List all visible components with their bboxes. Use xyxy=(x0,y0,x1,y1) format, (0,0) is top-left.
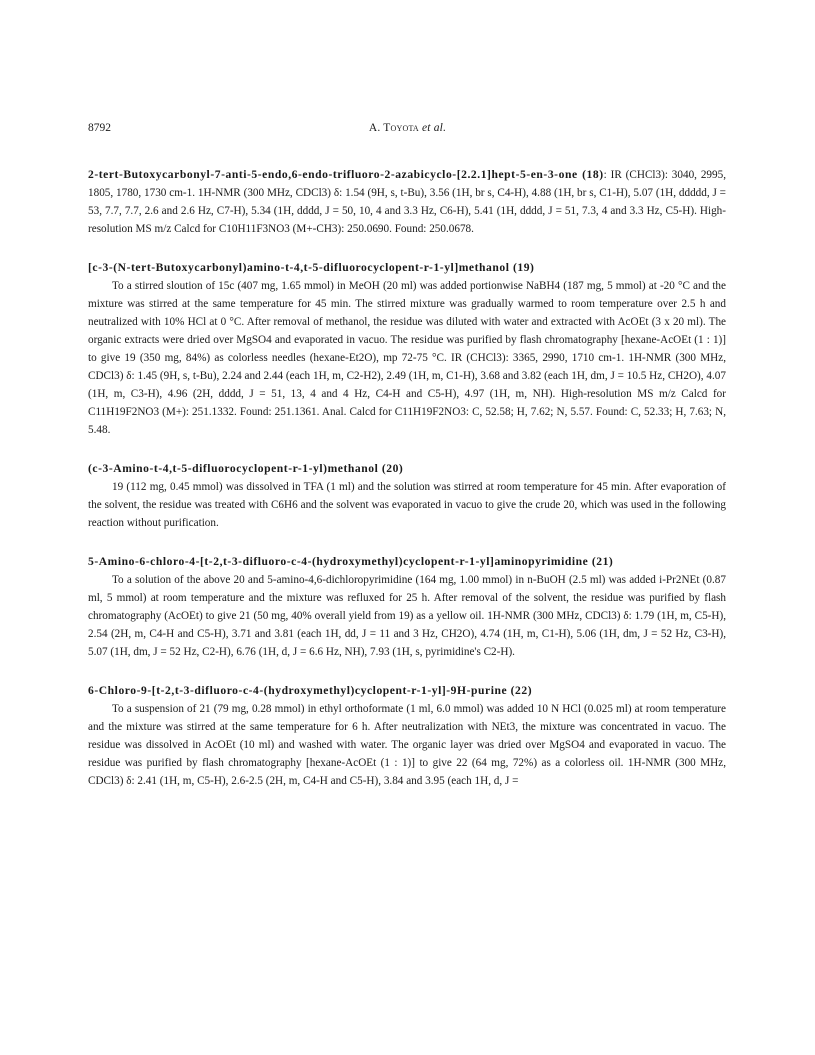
article-body xyxy=(88,166,726,811)
running-title xyxy=(0,122,815,134)
compound-title: 6-Chloro-9-[t-2,t-3-difluoro-c-4-(hydroxymethyl)cyclopent-r-1-yl]-9H-purine (22) xyxy=(88,684,533,697)
compound-entry-20 xyxy=(88,460,726,532)
compound-entry-18 xyxy=(88,166,726,238)
compound-text: IR (CHCl3): 3040, 2995, 1805, 1780, 1730 cm-1. 1H-NMR (300 MHz, CDCl3) δ: 1.54 (9H, s, t-Bu), 3.56 (1H, br s, C4-H), 4.88 (1H, br s, C1-H), 5.07 (1H, ddddd, J = 53, 7.7, 7.7, 2.6 and 2.6 Hz, C7-H), 5.34 (1H, dddd, J = 50, 10, 4 and 3.3 Hz, C6-H), 5.41 (1H, dddd, J = 51, 7.3, 4 and 3.3 Hz, C5-H). High-resolution MS m/z Calcd for C10H11F3NO3 (M+-CH3): 250.0690. Found: 250.0678. xyxy=(88,169,727,235)
compound-text: To a suspension of 21 (79 mg, 0.28 mmol) in ethyl orthoformate (1 ml, 6.0 mmol) was added 10 N HCl (0.025 ml) at room temperature and the mixture was stirred at the same temperature for 6 h. After neutralization with NEt3, the mixture was concentrated in vacuo. The residue was dissolved in AcOEt (10 ml) and washed with water. The organic layer was dried over MgSO4 and evaporated in vacuo. The residue was purified by flash chromatography [hexane-AcOEt (1 : 1)] to give 22 (64 mg, 72%) as a colorless oil. 1H-NMR (300 MHz, CDCl3) δ: 2.41 (1H, m, C5-H), 2.6-2.5 (2H, m, C4-H and C5-H), 3.84 and 3.95 (each 1H, d, J = xyxy=(88,703,726,787)
running-title-etal: et al. xyxy=(421,122,447,134)
compound-title: 2-tert-Butoxycarbonyl-7-anti-5-endo,6-endo-trifluoro-2-azabicyclo-[2.2.1]hept-5-en-3-one (18) xyxy=(88,168,604,181)
compound-entry-22 xyxy=(88,682,726,790)
compound-title: 5-Amino-6-chloro-4-[t-2,t-3-difluoro-c-4-(hydroxymethyl)cyclopent-r-1-yl]aminopyrimidine (21) xyxy=(88,555,614,568)
compound-text: 19 (112 mg, 0.45 mmol) was dissolved in TFA (1 ml) and the solution was stirred at room temperature for 45 min. After evaporation of the solvent, the residue was treated with C6H6 and the solvent was evaporated in vacuo to give the crude 20, which was used in the following reaction without purification. xyxy=(88,481,726,529)
compound-text: To a solution of the above 20 and 5-amino-4,6-dichloropyrimidine (164 mg, 1.00 mmol) in n-BuOH (2.5 ml) was added i-Pr2NEt (0.87 ml, 5 mmol) at room temperature and the mixture was refluxed for 25 h. After removal of the solvent, the residue was purified by flash chromatography (AcOEt) to give 21 (50 mg, 40% overall yield from 19) as a yellow oil. 1H-NMR (300 MHz, CDCl3) δ: 1.79 (1H, m, C5-H), 2.54 (2H, m, C4-H and C5-H), 3.71 and 3.81 (each 1H, dd, J = 11 and 3 Hz, CH2O), 4.74 (1H, m, C1-H), 5.06 (1H, dm, J = 52 Hz, C3-H), 5.07 (1H, dm, J = 52 Hz, C2-H), 6.76 (1H, d, J = 6.6 Hz, NH), 7.93 (1H, s, pyrimidine's C2-H). xyxy=(88,574,726,658)
page-number: 8792 xyxy=(88,122,111,134)
compound-entry-21 xyxy=(88,553,726,661)
running-title-author: A. Toyota xyxy=(368,122,419,134)
page-header xyxy=(0,122,815,138)
compound-entry-19 xyxy=(88,259,726,439)
compound-title: (c-3-Amino-t-4,t-5-difluorocyclopent-r-1-yl)methanol (20) xyxy=(88,462,404,475)
compound-text: To a stirred sloution of 15c (407 mg, 1.65 mmol) in MeOH (20 ml) was added portionwise NaBH4 (187 mg, 5 mmol) at -20 °C and the mixture was stirred at the same temperature for 45 min. The stirred mixture was gradually warmed to room temperature over 2.5 h and neutralized with 10% HCl at 0 °C. After removal of methanol, the residue was diluted with water and extracted with AcOEt (3 x 20 ml). The organic extracts were dried over MgSO4 and evaporated in vacuo. The residue was purified by flash chromatography [hexane-AcOEt (1 : 1)] to give 19 (350 mg, 84%) as colorless needles (hexane-Et2O), mp 72-75 °C. IR (CHCl3): 3365, 2990, 1710 cm-1. 1H-NMR (300 MHz, CDCl3) δ: 1.45 (9H, s, t-Bu), 2.24 and 2.44 (each 1H, m, C2-H2), 2.49 (1H, m, C1-H), 3.68 and 3.82 (each 1H, dm, J = 10.5 Hz, CH2O), 4.07 (1H, m, C3-H), 4.96 (2H, dddd, J = 51, 13, 4 and 4 Hz, C4-H and C5-H), 4.97 (1H, m, NH). High-resolution MS m/z Calcd for C11H19F2NO3 (M+): 251.1332. Found: 251.1361. Anal. Calcd for C11H19F2NO3: C, 52.58; H, 7.62; N, 5.57. Found: C, 52.33; H, 7.63; N, 5.48. xyxy=(88,280,726,436)
compound-title: [c-3-(N-tert-Butoxycarbonyl)amino-t-4,t-5-difluorocyclopent-r-1-yl]methanol (19) xyxy=(88,261,535,274)
compound-18-paragraph: 2-tert-Butoxycarbonyl-7-anti-5-endo,6-endo-trifluoro-2-azabicyclo-[2.2.1]hept-5-en-3-one (18): IR (CHCl3): 3040, 2995, 1805, 1780, 1730 cm-1. 1H-NMR (300 MHz, CDCl3) δ: 1.54 (9H, s, t-Bu), 3.56 (1H, br s, C4-H), 4.88 (1H, br s, C1-H), 5.07 (1H, ddddd, J = 53, 7.7, 7.7, 2.6 and 2.6 Hz, C7-H), 5.34 (1H, dddd, J = 50, 10, 4 and 3.3 Hz, C6-H), 5.41 (1H, dddd, J = 51, 7.3, 4 and 3.3 Hz, C5-H). High-resolution MS m/z Calcd for C10H11F3NO3 (M+-CH3): 250.0690. Found: 250.0678. xyxy=(88,168,727,235)
